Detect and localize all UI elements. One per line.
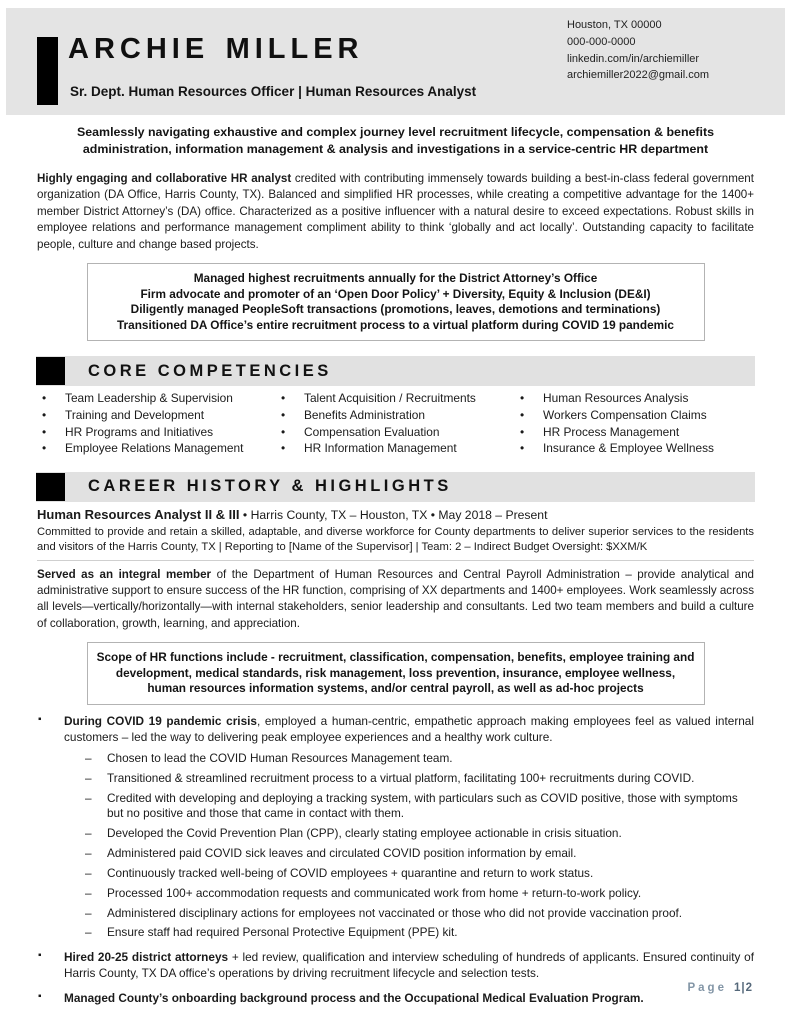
highlight-line: Managed highest recruitments annually for the District Attorney’s Office <box>193 271 598 286</box>
section-header-core-competencies <box>36 356 755 386</box>
page-label: Page <box>687 982 727 994</box>
bullet-body: + led review, qualification and interview scheduling of hundreds of applicants. Ensured continuity of Harris County, TX DA office’s operations by driving recruitment lifecycle and selection tests. <box>64 949 755 981</box>
competency-column <box>515 390 754 456</box>
highlight-line: Diligently managed PeopleSoft transactions (promotions, leaves, demotions and terminations) <box>130 302 661 317</box>
section-header-career-history <box>36 472 755 502</box>
contact-email: archiemiller2022@gmail.com <box>567 69 709 82</box>
achievement-bullets <box>37 713 754 1006</box>
competency-item: • HR Information Management <box>276 440 515 457</box>
section-title: CORE COMPETENCIES <box>88 361 332 380</box>
summary-paragraph <box>37 171 754 253</box>
competency-item: • Workers Compensation Claims <box>515 407 754 424</box>
served-lead: Served as an integral member <box>37 567 212 581</box>
served-paragraph <box>37 567 754 633</box>
section-title: CAREER HISTORY & HIGHLIGHTS <box>88 477 452 496</box>
bullet-lead: Hired 20-25 district attorneys <box>64 949 229 964</box>
contact-block <box>567 17 709 84</box>
summary-body: credited with contributing immensely towards building a best-in-class federal government organization (DA Office, Harris County, TX). Balanced and simplified HR processes, while creating a competitive advantage for the 1400+ member District Attorney’s (DA) office. Characterized as a positive influencer with a natural desire to exceed expectations. Robust skills in employee relations and performance management compliment ability to think ‘globally and act locally’. Outstanding capacity to facilitate people, culture and change based projects. <box>37 172 754 251</box>
sub-bullet: – Administered paid COVID sick leaves and circulated COVID position information by email. <box>64 846 754 861</box>
served-body: of the Department of Human Resources and Central Payroll Administration – provide analytical and administrative support to ensure success of the HR function, comprising of XX departments and 1400+ employees. Work seamlessly across all levels—vertically/horizontally—with internal stakeholders, senior leadership and consultants. Led two team members and build a culture of collaboration, growth, learning, and appreciation. <box>37 567 754 630</box>
bullet-lead: Managed County’s onboarding background process and the Occupational Medical Evaluation Program. <box>64 990 644 1005</box>
competency-item: • Compensation Evaluation <box>276 424 515 441</box>
sub-bullet: – Chosen to lead the COVID Human Resources Management team. <box>64 751 754 766</box>
competency-item: • Training and Development <box>37 407 276 424</box>
section-divider <box>37 560 754 561</box>
sub-bullet: – Continuously tracked well-being of COVID employees + quarantine and return to work status. <box>64 866 754 881</box>
bullet-item <box>37 949 754 982</box>
competency-column <box>276 390 515 456</box>
job-title: Human Resources Analyst II & III <box>37 506 240 522</box>
sub-bullet: – Developed the Covid Prevention Plan (CPP), clearly stating employee actionable in crisis situation. <box>64 826 754 841</box>
section-square-icon <box>36 357 65 385</box>
competency-item: • Team Leadership & Supervision <box>37 390 276 407</box>
bullet-body: , employed a human-centric, empathetic approach making employees feel as valued internal customers – led the way to delivering peak employee experiences and a healthy work culture. <box>64 714 754 745</box>
sub-bullet: – Transitioned & streamlined recruitment process to a virtual platform, facilitating 100+ recruitments during COVID. <box>64 771 754 786</box>
contact-phone: 000-000-0000 <box>567 35 636 48</box>
competency-item: • Talent Acquisition / Recruitments <box>276 390 515 407</box>
competency-column <box>37 390 276 456</box>
bullet-item <box>37 713 754 941</box>
contact-location: Houston, TX 00000 <box>567 19 662 31</box>
job-commitment-text: Committed to provide and retain a skilled, adaptable, and diverse workforce for County departments to deliver superior services to the residents and visitors of the Harris County, TX | Reporting to [Name of the Supervisor] | Team: 2 – Indirect Budget Oversight: $XXM/K <box>37 525 754 553</box>
competency-item: • Employee Relations Management <box>37 440 276 457</box>
name-accent-bar <box>37 37 58 105</box>
bullet-lead: During COVID 19 pandemic crisis <box>64 714 257 728</box>
competency-item: • HR Programs and Initiatives <box>37 424 276 441</box>
candidate-name: archie miller <box>68 21 364 67</box>
job-meta: • Harris County, TX – Houston, TX • May 2018 – Present <box>239 507 548 522</box>
competency-item: • Human Resources Analysis <box>515 390 754 407</box>
tagline: Seamlessly navigating exhaustive and complex journey level recruitment lifecycle, compensation & benefits administration, information management & analysis and investigations in a service-centric HR department <box>77 125 714 156</box>
summary-lead: Highly engaging and collaborative HR analyst <box>37 172 292 185</box>
competency-item: • HR Process Management <box>515 424 754 441</box>
section-square-icon <box>36 473 65 501</box>
page-number: 1|2 <box>733 982 753 994</box>
competency-item: • Insurance & Employee Wellness <box>515 440 754 457</box>
candidate-job-title: Sr. Dept. Human Resources Officer | Human Resources Analyst <box>70 84 477 99</box>
scope-box: Scope of HR functions include - recruitment, classification, compensation, benefits, employee training and development, medical standards, risk management, loss prevention, insurance, employee wellness, human resources information systems, and/or central payroll, as well as ad-hoc projects <box>87 642 705 705</box>
sub-bullet: – Processed 100+ accommodation requests and communicated work from home + return-to-work policy. <box>64 886 754 901</box>
bullet-item <box>37 990 754 1006</box>
header <box>6 8 785 115</box>
highlight-line: Firm advocate and promoter of an ‘Open Door Policy’ + Diversity, Equity & Inclusion (DE&I) <box>140 286 651 301</box>
sub-bullet-list <box>64 751 754 941</box>
competency-item: • Benefits Administration <box>276 407 515 424</box>
highlights-box <box>87 263 705 341</box>
page-footer <box>687 982 753 994</box>
job-headline <box>37 507 754 522</box>
sub-bullet: – Credited with developing and deploying a tracking system, with particulars such as COVID positive, those with symptoms but no positive and those that came in contact with them. <box>64 791 754 822</box>
core-competencies-grid <box>37 390 754 456</box>
sub-bullet: – Ensure staff had required Personal Protective Equipment (PPE) kit. <box>64 925 754 940</box>
contact-linkedin: linkedin.com/in/archiemiller <box>567 52 700 65</box>
sub-bullet: – Administered disciplinary actions for employees not vaccinated or those who did not provide vaccination proof. <box>64 906 754 921</box>
highlight-line: Transitioned DA Office’s entire recruitment process to a virtual platform during COVID 19 pandemic <box>117 317 674 332</box>
